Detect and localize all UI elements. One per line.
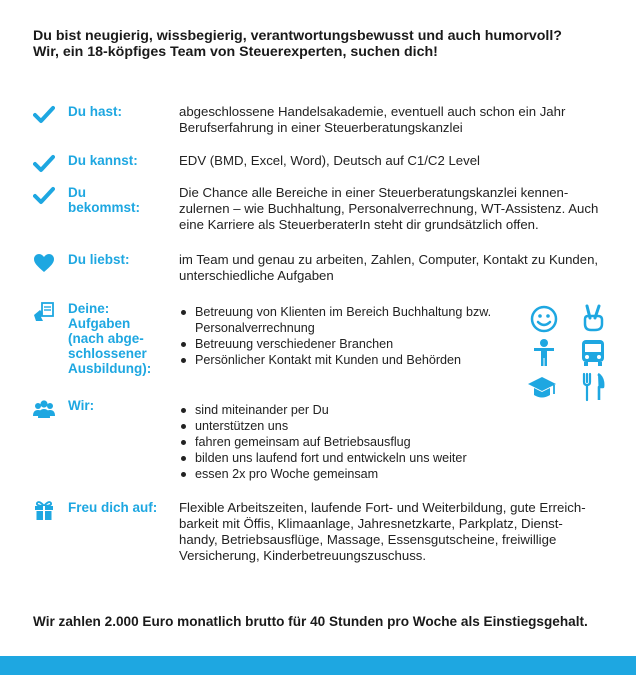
checkmark-icon bbox=[33, 153, 55, 175]
list-item: essen 2x pro Woche gemeinsam bbox=[179, 466, 519, 482]
group-icon bbox=[33, 398, 55, 420]
list-item: Persönlicher Kontakt mit Kunden und Behörden bbox=[179, 352, 519, 368]
section-label: Wir: bbox=[68, 398, 95, 413]
smiley-icon bbox=[529, 304, 559, 334]
peace-hand-icon bbox=[578, 303, 608, 333]
salary-statement: Wir zahlen 2.000 Euro monatlich brutto für 40 Stunden pro Woche als Einstiegsgehalt. bbox=[33, 614, 588, 629]
section-label: Du liebst: bbox=[68, 252, 130, 267]
section-label: Deine: Aufgaben (nach abge- schlossener Ausbildung): bbox=[68, 301, 152, 376]
aufgaben-list bbox=[179, 304, 519, 368]
bus-icon bbox=[578, 338, 608, 368]
section-label: Du hast: bbox=[68, 104, 122, 119]
list-item: unterstützen uns bbox=[179, 418, 519, 434]
cutlery-icon bbox=[578, 372, 608, 402]
section-text: Die Chance alle Bereiche in einer Steuerberatungskanzlei kennen-zulernen – wie Buchhaltung, Personalverrechnung, WT-Assistenz. Auch eine Karriere als SteuerberaterIn steht dir grundsätzlich offen. bbox=[179, 185, 599, 232]
list-item: Betreuung verschiedener Branchen bbox=[179, 336, 519, 352]
intro-line-2: Wir, ein 18-köpfiges Team von Steuerexperten, suchen dich! bbox=[33, 44, 438, 60]
intro-heading bbox=[33, 28, 623, 60]
section-text: abgeschlossene Handelsakademie, eventuell auch schon ein Jahr Berufserfahrung in einer Steuerberatungskanzlei bbox=[179, 104, 566, 135]
checkmark-icon bbox=[33, 104, 55, 126]
section-text: EDV (BMD, Excel, Word), Deutsch auf C1/C2 Level bbox=[179, 153, 480, 168]
intro-line-1: Du bist neugierig, wissbegierig, verantwortungsbewusst und auch humorvoll? bbox=[33, 28, 562, 44]
list-item: bilden uns laufend fort und entwickeln uns weiter bbox=[179, 450, 519, 466]
footer-bar bbox=[0, 656, 636, 675]
section-label: Du bekommst: bbox=[68, 185, 141, 215]
gift-icon bbox=[33, 500, 55, 522]
list-item: Betreuung von Klienten im Bereich Buchhaltung bzw. Personalverrechnung bbox=[179, 304, 519, 336]
heart-icon bbox=[33, 252, 55, 274]
person-icon bbox=[529, 338, 559, 368]
wir-list bbox=[179, 402, 519, 482]
section-text: Flexible Arbeitszeiten, laufende Fort- und Weiterbildung, gute Erreich-barkeit mit Öffis, Klimaanlage, Jahresnetzkarte, Parkplatz, Dienst-handy, Betriebsausflüge, Massage, Essensgutscheine, freiwillige Versicherung, Kinderbetreuungszuschuss. bbox=[179, 500, 586, 563]
list-item: fahren gemeinsam auf Betriebsausflug bbox=[179, 434, 519, 450]
section-label: Du kannst: bbox=[68, 153, 138, 168]
section-text: im Team und genau zu arbeiten, Zahlen, Computer, Kontakt zu Kunden, unterschiedliche Aufgaben bbox=[179, 252, 599, 283]
graduation-cap-icon bbox=[527, 373, 557, 403]
list-item: sind miteinander per Du bbox=[179, 402, 519, 418]
checkmark-icon bbox=[33, 185, 55, 207]
section-label: Freu dich auf: bbox=[68, 500, 158, 515]
hand-writing-icon bbox=[33, 301, 55, 323]
